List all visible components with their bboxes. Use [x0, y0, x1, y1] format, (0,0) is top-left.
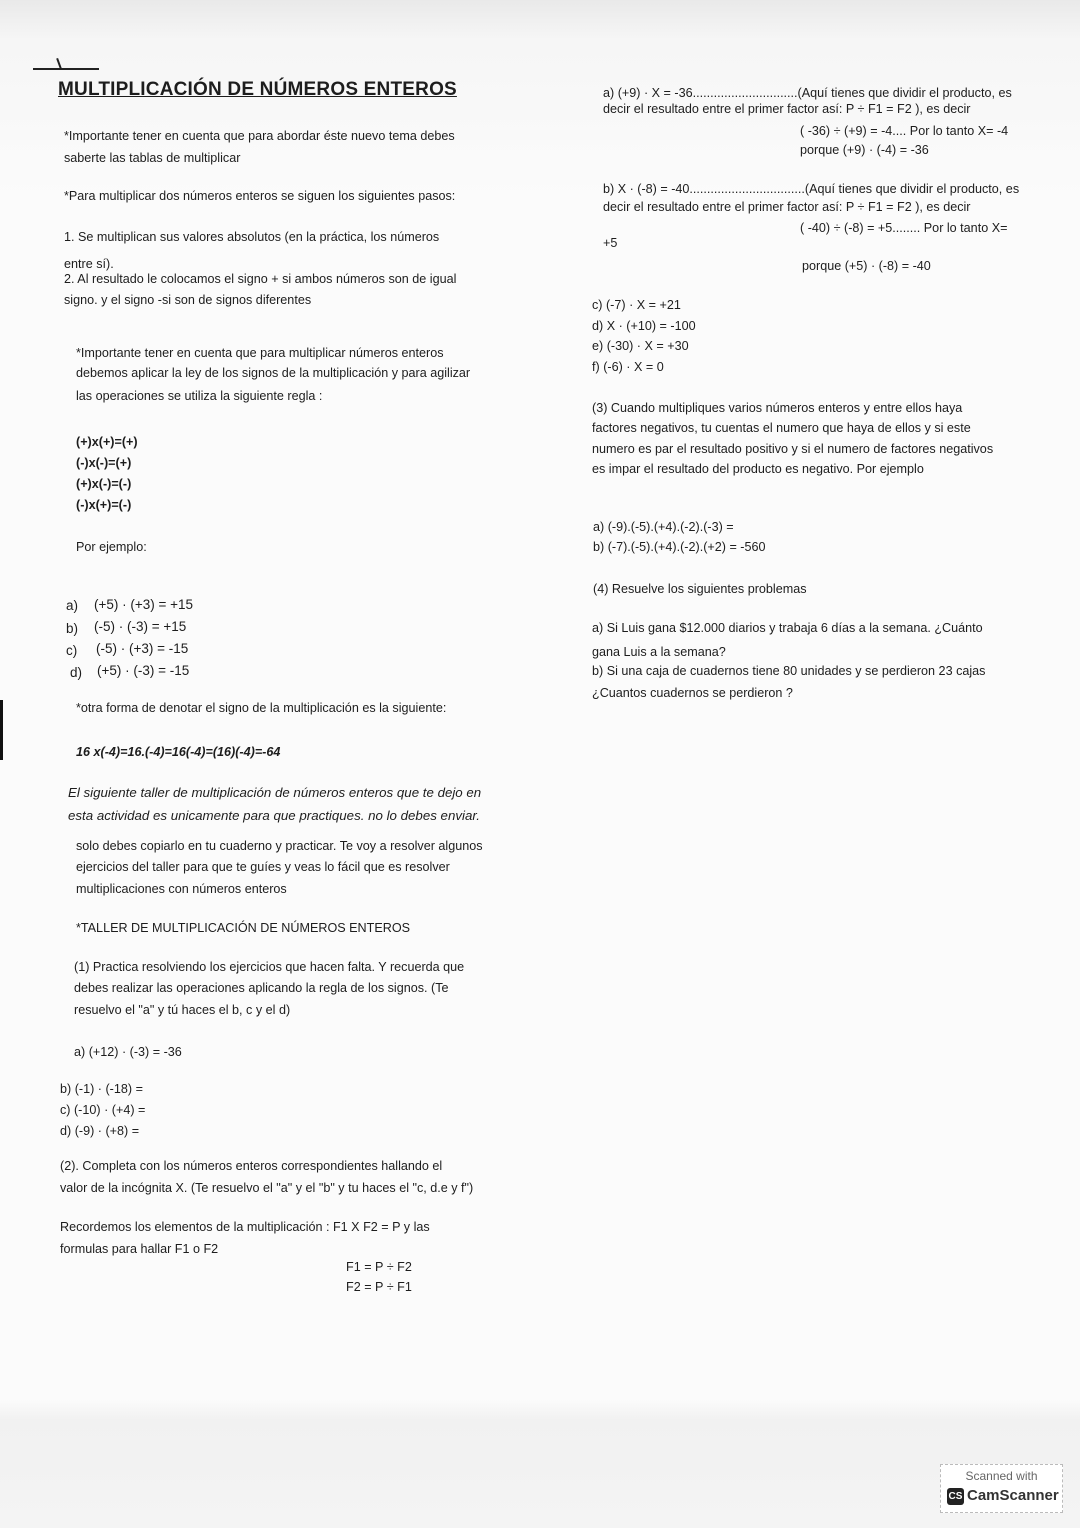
example-label-b: b) — [66, 621, 79, 636]
taller-intro-line: El siguiente taller de multiplicación de números enteros que te dejo en — [68, 785, 482, 800]
exercise3-line: es impar el resultado del producto es negativo. Por ejemplo — [592, 462, 924, 476]
exercise1-line: (1) Practica resolviendo los ejercicios que hacen falta. Y recuerda que — [74, 960, 465, 974]
solved-b-line: b) X · (-8) = -40.................................(Aquí tienes que dividir el producto, es — [603, 182, 1020, 196]
intro-line: *Importante tener en cuenta que para abordar éste nuevo tema debes — [64, 129, 455, 143]
taller-note-line: ejercicios del taller para que te guíes y veas lo fácil que es resolver — [76, 860, 450, 874]
example-expr: (-5) · (-3) = +15 — [94, 619, 187, 634]
exercise3-line: numero es par el resultado positivo y si el numero de factores negativos — [592, 442, 994, 456]
problem-line: gana Luis a la semana? — [592, 645, 726, 659]
other-form-text: *otra forma de denotar el signo de la multiplicación es la siguiente: — [76, 701, 447, 715]
exercise2-line: (2). Completa con los números enteros correspondientes hallando el — [60, 1159, 443, 1173]
exercise4-heading: (4) Resuelve los siguientes problemas — [593, 582, 807, 596]
solved-a-line: a) (+9) · X = -36..............................(Aquí tienes que dividir el producto, es — [603, 86, 1012, 100]
solved-b-line: ( -40) ÷ (-8) = +5........ Por lo tanto X= — [800, 221, 1008, 235]
example-expr: (+5) · (+3) = +15 — [94, 597, 194, 612]
exercise3-item: b) (-7).(-5).(+4).(-2).(+2) = -560 — [593, 540, 766, 554]
exercise2-item: c) (-7) · X = +21 — [592, 298, 681, 312]
sign-rule: (+)x(+)=(+) — [76, 435, 138, 449]
solved-b-line: decir el resultado entre el primer factor así: P ÷ F1 = F2 ), es decir — [603, 200, 971, 214]
formula: 16 x(-4)=16.(-4)=16(-4)=(16)(-4)=-64 — [76, 745, 281, 759]
problem-line: b) Si una caja de cuadernos tiene 80 unidades y se perdieron 23 cajas — [592, 664, 986, 678]
exercise2-item: e) (-30) · X = +30 — [592, 339, 689, 353]
intro-line: saberte las tablas de multiplicar — [64, 151, 241, 165]
recall-line: Recordemos los elementos de la multiplicación : F1 X F2 = P y las — [60, 1220, 430, 1234]
page-title: MULTIPLICACIÓN DE NÚMEROS ENTEROS — [58, 79, 457, 100]
taller-note-line: solo debes copiarlo en tu cuaderno y practicar. Te voy a resolver algunos — [76, 839, 483, 853]
camscanner-watermark — [940, 1464, 1063, 1513]
camscanner-logo-icon: CS — [947, 1488, 964, 1505]
taller-title: *TALLER DE MULTIPLICACIÓN DE NÚMEROS ENTEROS — [76, 921, 411, 935]
step-line: entre sí). — [64, 257, 114, 271]
solved-b-line: +5 — [603, 236, 618, 250]
note-line: debemos aplicar la ley de los signos de la multiplicación y para agilizar — [76, 366, 471, 380]
exercise2-line: valor de la incógnita X. (Te resuelvo el "a" y el "b" y tu haces el "c, d.e y f") — [60, 1181, 474, 1195]
exercise1-line: resuelvo el "a" y tú haces el b, c y el d) — [74, 1003, 291, 1017]
exercise1-item: b) (-1) · (-18) = — [60, 1082, 143, 1096]
step-line: 2. Al resultado le colocamos el signo + si ambos números son de igual — [64, 272, 457, 286]
recall-line: formulas para hallar F1 o F2 — [60, 1242, 219, 1256]
exercise1-line: debes realizar las operaciones aplicando la regla de los signos. (Te — [74, 981, 449, 995]
exercise3-line: factores negativos, tu cuentas el numero que haya de ellos y si este — [592, 421, 971, 435]
solved-a-line: decir el resultado entre el primer factor así: P ÷ F1 = F2 ), es decir — [603, 102, 971, 116]
sign-rule: (-)x(+)=(-) — [76, 498, 132, 512]
taller-note-line: multiplicaciones con números enteros — [76, 882, 287, 896]
example-label-d: d) — [70, 665, 83, 680]
formula-f1: F1 = P ÷ F2 — [346, 1260, 412, 1274]
exercise3-item: a) (-9).(-5).(+4).(-2).(-3) = — [593, 520, 734, 534]
steps-intro: *Para multiplicar dos números enteros se siguen los siguientes pasos: — [64, 189, 456, 203]
sign-rule: (-)x(-)=(+) — [76, 456, 132, 470]
note-line: las operaciones se utiliza la siguiente regla : — [76, 389, 323, 403]
exercise1-a: a) (+12) · (-3) = -36 — [74, 1045, 182, 1059]
problem-line: ¿Cuantos cuadernos se perdieron ? — [592, 686, 793, 700]
step-line: signo. y el signo -si son de signos diferentes — [64, 293, 312, 307]
camscanner-name: CamScanner — [967, 1487, 1059, 1504]
example-expr: (+5) · (-3) = -15 — [97, 663, 190, 678]
exercise1-item: c) (-10) · (+4) = — [60, 1103, 146, 1117]
step-line: 1. Se multiplican sus valores absolutos (en la práctica, los números — [64, 230, 440, 244]
problem-line: a) Si Luis gana $12.000 diarios y trabaja 6 días a la semana. ¿Cuánto — [592, 621, 983, 635]
solved-b-line: porque (+5) · (-8) = -40 — [802, 259, 931, 273]
note-line: *Importante tener en cuenta que para multiplicar números enteros — [76, 346, 444, 360]
example-label: Por ejemplo: — [76, 540, 147, 554]
pen-mark — [33, 68, 99, 70]
exercise2-item: f) (-6) · X = 0 — [592, 360, 664, 374]
exercise2-item: d) X · (+10) = -100 — [592, 319, 696, 333]
scan-edge — [0, 700, 3, 760]
exercise1-item: d) (-9) · (+8) = — [60, 1124, 140, 1138]
taller-intro-line: esta actividad es unicamente para que practiques. no lo debes enviar. — [68, 808, 480, 823]
exercise3-line: (3) Cuando multipliques varios números enteros y entre ellos haya — [592, 401, 963, 415]
sign-rule: (+)x(-)=(-) — [76, 477, 132, 491]
example-expr: (-5) · (+3) = -15 — [96, 641, 189, 656]
scanned-with-label: Scanned with — [965, 1469, 1038, 1483]
example-label-c: c) — [66, 643, 78, 658]
solved-a-line: ( -36) ÷ (+9) = -4.... Por lo tanto X= -4 — [800, 124, 1009, 138]
formula-f2: F2 = P ÷ F1 — [346, 1280, 412, 1294]
solved-a-line: porque (+9) · (-4) = -36 — [800, 143, 929, 157]
example-label-a: a) — [66, 598, 79, 613]
